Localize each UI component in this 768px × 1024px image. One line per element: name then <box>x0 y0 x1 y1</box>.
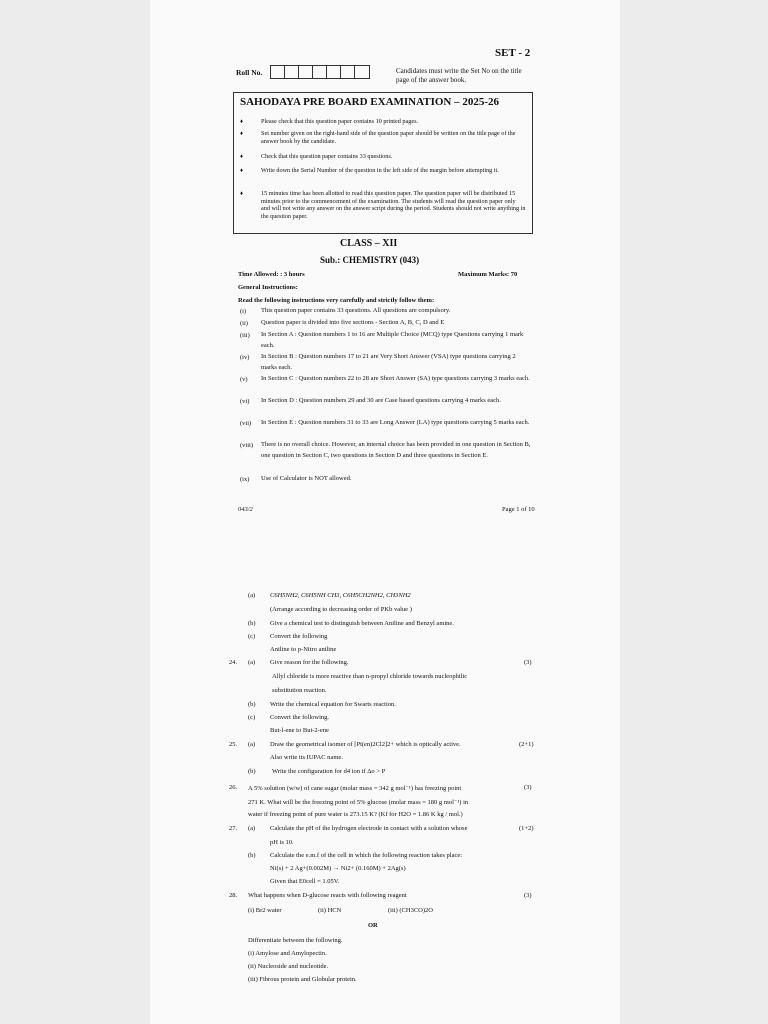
info-bullet: Write down the Serial Number of the question in the left side of the margin before attempting it. <box>261 167 499 174</box>
q24-number: 24. <box>229 659 238 666</box>
bullet-icon: ♦ <box>240 154 244 160</box>
q25b-label: (b) <box>248 768 256 775</box>
q27b-equation: Ni(s) + 2 Ag+(0.002M) → Ni2+ (0.160M) + 2Ag(s) <box>270 865 406 872</box>
general-instructions-heading: General Instructions: <box>238 284 298 291</box>
q27a-sub: pH is 10. <box>270 839 294 846</box>
q25a-sub: Also write its IUPAC name. <box>270 754 343 761</box>
q28-or-ii: (ii) Nucleoside and nucleotide. <box>248 963 329 970</box>
q28-marks: (3) <box>524 892 532 899</box>
q23a-label: (a) <box>248 592 256 599</box>
q28-option-iii: (iii) (CH3CO)2O <box>388 907 433 914</box>
info-bullet: Check that this question paper contains 33 questions. <box>261 153 393 160</box>
time-allowed: Time Allowed: : 3 hours <box>238 271 305 278</box>
q28-or-iii: (iii) Fibrous protein and Globular protein. <box>248 976 357 983</box>
instruction-text: This question paper contains 33 questions. All questions are compulsory. <box>261 307 451 314</box>
q26-line1: A 5% solution (w/w) of cane sugar (molar mass = 342 g mol⁻¹) has freezing point <box>248 785 462 792</box>
q24-marks: (3) <box>524 659 532 666</box>
read-instructions: Read the following instructions very carefully and strictly follow them: <box>238 297 435 304</box>
instruction-number: (viii) <box>240 442 253 449</box>
q24b-text: Write the chemical equation for Swarts reaction. <box>270 701 396 708</box>
instruction-text: Question paper is divided into five sections - Section A, B, C, D and E <box>261 319 445 326</box>
info-bullet: 15 minutes time has been allotted to read this question paper. The question paper will be distributed 15 minutes prior to the commencement of the examination. The students will read the question paper only and will not write any answer on the answer script during the period. Students should not write anything in the question paper. <box>261 190 526 220</box>
q24a-text: Give reason for the following. <box>270 659 349 666</box>
bullet-icon: ♦ <box>240 191 244 197</box>
q27a-label: (a) <box>248 825 256 832</box>
q25a-label: (a) <box>248 741 256 748</box>
instruction-text: There is no overall choice. However, an internal choice has been provided in one question in Section B, one question in Section C, two questions in Section D and three questions in Section E. <box>261 441 531 459</box>
set-number: SET - 2 <box>495 47 531 59</box>
instruction-text: In Section E : Question numbers 31 to 33 are Long Answer (LA) type questions carrying 5 marks each. <box>261 419 530 426</box>
instruction-number: (ix) <box>240 476 250 483</box>
or-separator: OR <box>368 922 378 929</box>
q24a-line1: Allyl chloride is more reactive than n-propyl chloride towards nucleophilic <box>272 673 468 680</box>
q24a-line2: substitution reaction. <box>272 687 327 694</box>
q27b-label: (b) <box>248 852 256 859</box>
info-bullet: Please check that this question paper contains 10 printed pages. <box>261 118 419 125</box>
instruction-number: (v) <box>240 376 248 383</box>
instruction-number: (i) <box>240 308 247 315</box>
class-heading: CLASS – XII <box>340 238 398 249</box>
bullet-icon: ♦ <box>240 131 244 137</box>
q27b-text: Calculate the e.m.f of the cell in which the following reaction takes place: <box>270 852 463 859</box>
q26-line2: 271 K. What will be the freezing point of 5% glucose (molar mass = 180 g mol⁻¹) in <box>248 799 469 806</box>
q26-marks: (3) <box>524 784 532 791</box>
q26-line3: water if freezing point of pure water is 273.15 K? (Kf for H2O = 1.86 K kg / mol.) <box>248 811 463 818</box>
instruction-text: Use of Calculator is NOT allowed. <box>261 475 352 482</box>
instruction-number: (iv) <box>240 354 250 361</box>
q25b-text: Write the configuration for d4 ion if Δo > P <box>272 768 386 775</box>
q28-or-text: Differentiate between the following. <box>248 937 343 944</box>
q28-number: 28. <box>229 892 238 899</box>
q23a-text: C6H5NH2, C6H5NH CH3, C6H5CH2NH2, CH3NH2 <box>270 592 411 599</box>
q23c-sub: Aniline to p-Nitro aniline <box>270 646 337 653</box>
roll-number-boxes <box>270 65 370 79</box>
q27b-given: Given that E0cell = 1.05V. <box>270 878 340 885</box>
q28-option-i: (i) Br2 water <box>248 907 282 914</box>
q27-number: 27. <box>229 825 238 832</box>
q28-text: What happens when D-glucose reacts with following reagent <box>248 892 407 899</box>
bullet-icon: ♦ <box>240 168 244 174</box>
q24c-label: (c) <box>248 714 256 721</box>
instruction-text: In Section B : Question numbers 17 to 21 are Very Short Answer (VSA) type questions carrying 2 marks each. <box>261 353 516 371</box>
q24c-text: Convert the following. <box>270 714 330 721</box>
q28-option-ii: (ii) HCN <box>318 907 342 914</box>
q23b-label: (b) <box>248 620 256 627</box>
instruction-number: (iii) <box>240 332 250 339</box>
q27-marks: (1+2) <box>519 825 534 832</box>
instruction-text: In Section A : Question numbers 1 to 16 are Multiple Choice (MCQ) type Questions carrying 1 mark each. <box>261 331 524 349</box>
q23a-note: (Arrange according to decreasing order of PKb value ) <box>270 606 412 613</box>
maximum-marks: Maximum Marks: 70 <box>458 271 518 278</box>
subject-heading: Sub.: CHEMISTRY (043) <box>320 255 420 265</box>
page-number: Page 1 of 10 <box>502 506 535 513</box>
q25a-text: Draw the geometrical isomer of [Pt(en)2Cl2]2+ which is optically active. <box>270 741 461 748</box>
q24c-sub: But-l-ene to But-2-ene <box>270 727 329 734</box>
roll-number-label: Roll No. <box>236 68 263 77</box>
exam-title: SAHODAYA PRE BOARD EXAMINATION – 2025-26 <box>240 96 500 108</box>
q24b-label: (b) <box>248 701 256 708</box>
q23b-text: Give a chemical test to distinguish between Aniline and Benzyl amine. <box>270 620 454 627</box>
q23c-label: (c) <box>248 633 256 640</box>
q26-number: 26. <box>229 784 238 791</box>
candidates-note: Candidates must write the Set No on the title page of the answer book. <box>396 67 522 84</box>
instruction-number: (vii) <box>240 420 252 427</box>
q25-number: 25. <box>229 741 238 748</box>
info-bullet: Set number given on the right-hand side of the question paper should be written on the title page of the answer book by the candidate. <box>261 130 516 145</box>
paper-code: 043/2 <box>238 506 253 513</box>
q27a-text: Calculate the pH of the hydrogen electrode in contact with a solution whose <box>270 825 468 832</box>
instruction-text: In Section D : Question numbers 29 and 30 are Case based questions carrying 4 marks each. <box>261 397 501 404</box>
q25-marks: (2+1) <box>519 741 534 748</box>
instruction-number: (vi) <box>240 398 250 405</box>
q23c-text: Convert the following <box>270 633 328 640</box>
q28-or-i: (i) Amylose and Amylopectin. <box>248 950 327 957</box>
instruction-text: In Section C : Question numbers 22 to 28 are Short Answer (SA) type questions carrying 3 marks each. <box>261 375 530 382</box>
q24a-label: (a) <box>248 659 256 666</box>
bullet-icon: ♦ <box>240 119 244 125</box>
instruction-number: (ii) <box>240 320 248 327</box>
